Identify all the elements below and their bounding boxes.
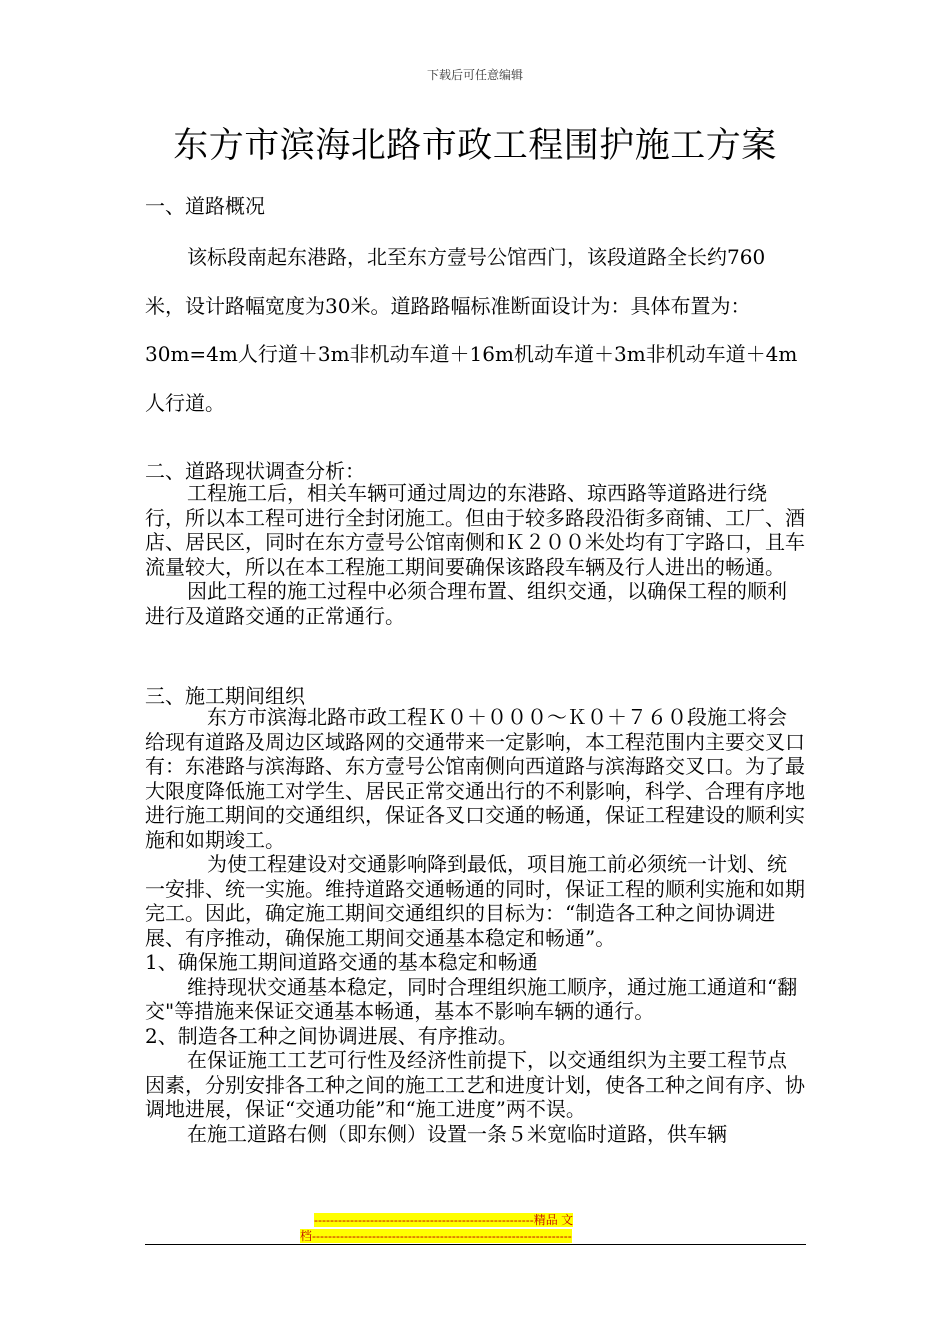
footer-rule: [145, 1244, 806, 1245]
section3-body: [145, 705, 805, 1146]
document-title: 东方市滨海北路市政工程围护施工方案: [173, 126, 777, 166]
section3-paragraph-2: 为使工程建设对交通影响降到最低，项目施工前必须统一计划、统一安排、统一实施。维持道路交通畅通的同时，保证工程的顺利实施和如期完工。因此，确定施工期间交通组织的目标为：“制造各工种之间协调进展、有序推动，确保施工期间交通基本稳定和畅通”。: [145, 852, 805, 950]
last-paragraph: 在施工道路右侧（即东侧）设置一条５米宽临时道路，供车辆: [187, 1121, 727, 1146]
footer-line-2: 档-----------------------------------------------------------------: [300, 1229, 572, 1243]
footer-line-1: -------------------------------------------------------精品 文: [314, 1213, 574, 1227]
section1-heading: 一、道路概况: [145, 194, 265, 218]
section3-heading: 三、施工期间组织: [145, 684, 305, 708]
section3-paragraph-1: 东方市滨海北路市政工程Ｋ０＋０００～Ｋ０＋７６０段施工将会给现有道路及周边区域路网的交通带来一定影响，本工程范围内主要交叉口有：东港路与滨海路、东方壹号公馆南侧向西道路与滨海路交叉口。为了最大限度降低施工对学生、居民正常交通出行的不利影响，科学、合理有序地进行施工期间的交通组织，保证各叉口交通的畅通，保证工程建设的顺利实施和如期竣工。: [145, 705, 805, 852]
item2-text: 在保证施工工艺可行性及经济性前提下，以交通组织为主要工程节点因素，分别安排各工种之间的施工工艺和进度计划，使各工种之间有序、协调地进展，保证“交通功能”和“施工进度”两不误。: [145, 1048, 805, 1121]
item1-text: 维持现状交通基本稳定，同时合理组织施工顺序，通过施工通道和“翻交"等措施来保证交通基本畅通，基本不影响车辆的通行。: [145, 974, 798, 1023]
item1-heading: 1、确保施工期间道路交通的基本稳定和畅通: [145, 950, 538, 974]
section2-paragraph-1: 工程施工后，相关车辆可通过周边的东港路、琼西路等道路进行绕行，所以本工程可进行全封闭施工。但由于较多路段沿街多商铺、工厂、酒店、居民区，同时在东方壹号公馆南侧和Ｋ２００米处均有丁字路口，且车流量较大，所以在本工程施工期间要确保该路段车辆及行人进出的畅通。: [145, 481, 805, 579]
section2-body: [145, 481, 805, 628]
header-note: 下载后可任意编辑: [426, 68, 523, 82]
footer-watermark: [300, 1212, 652, 1244]
item2-heading: 2、制造各工种之间协调进展、有序推动。: [145, 1023, 518, 1048]
section1-paragraph: 该标段南起东港路，北至东方壹号公馆西门，该段道路全长约760米，设计路幅宽度为30米。道路路幅标准断面设计为：具体布置为：30m=4m人行道＋3m非机动车道＋16m机动车道＋3m非机动车道＋4m人行道。: [145, 245, 798, 415]
section2-heading: 二、道路现状调查分析：: [145, 459, 365, 483]
section2-paragraph-2: 因此工程的施工过程中必须合理布置、组织交通，以确保工程的顺利进行及道路交通的正常通行。: [145, 579, 787, 628]
